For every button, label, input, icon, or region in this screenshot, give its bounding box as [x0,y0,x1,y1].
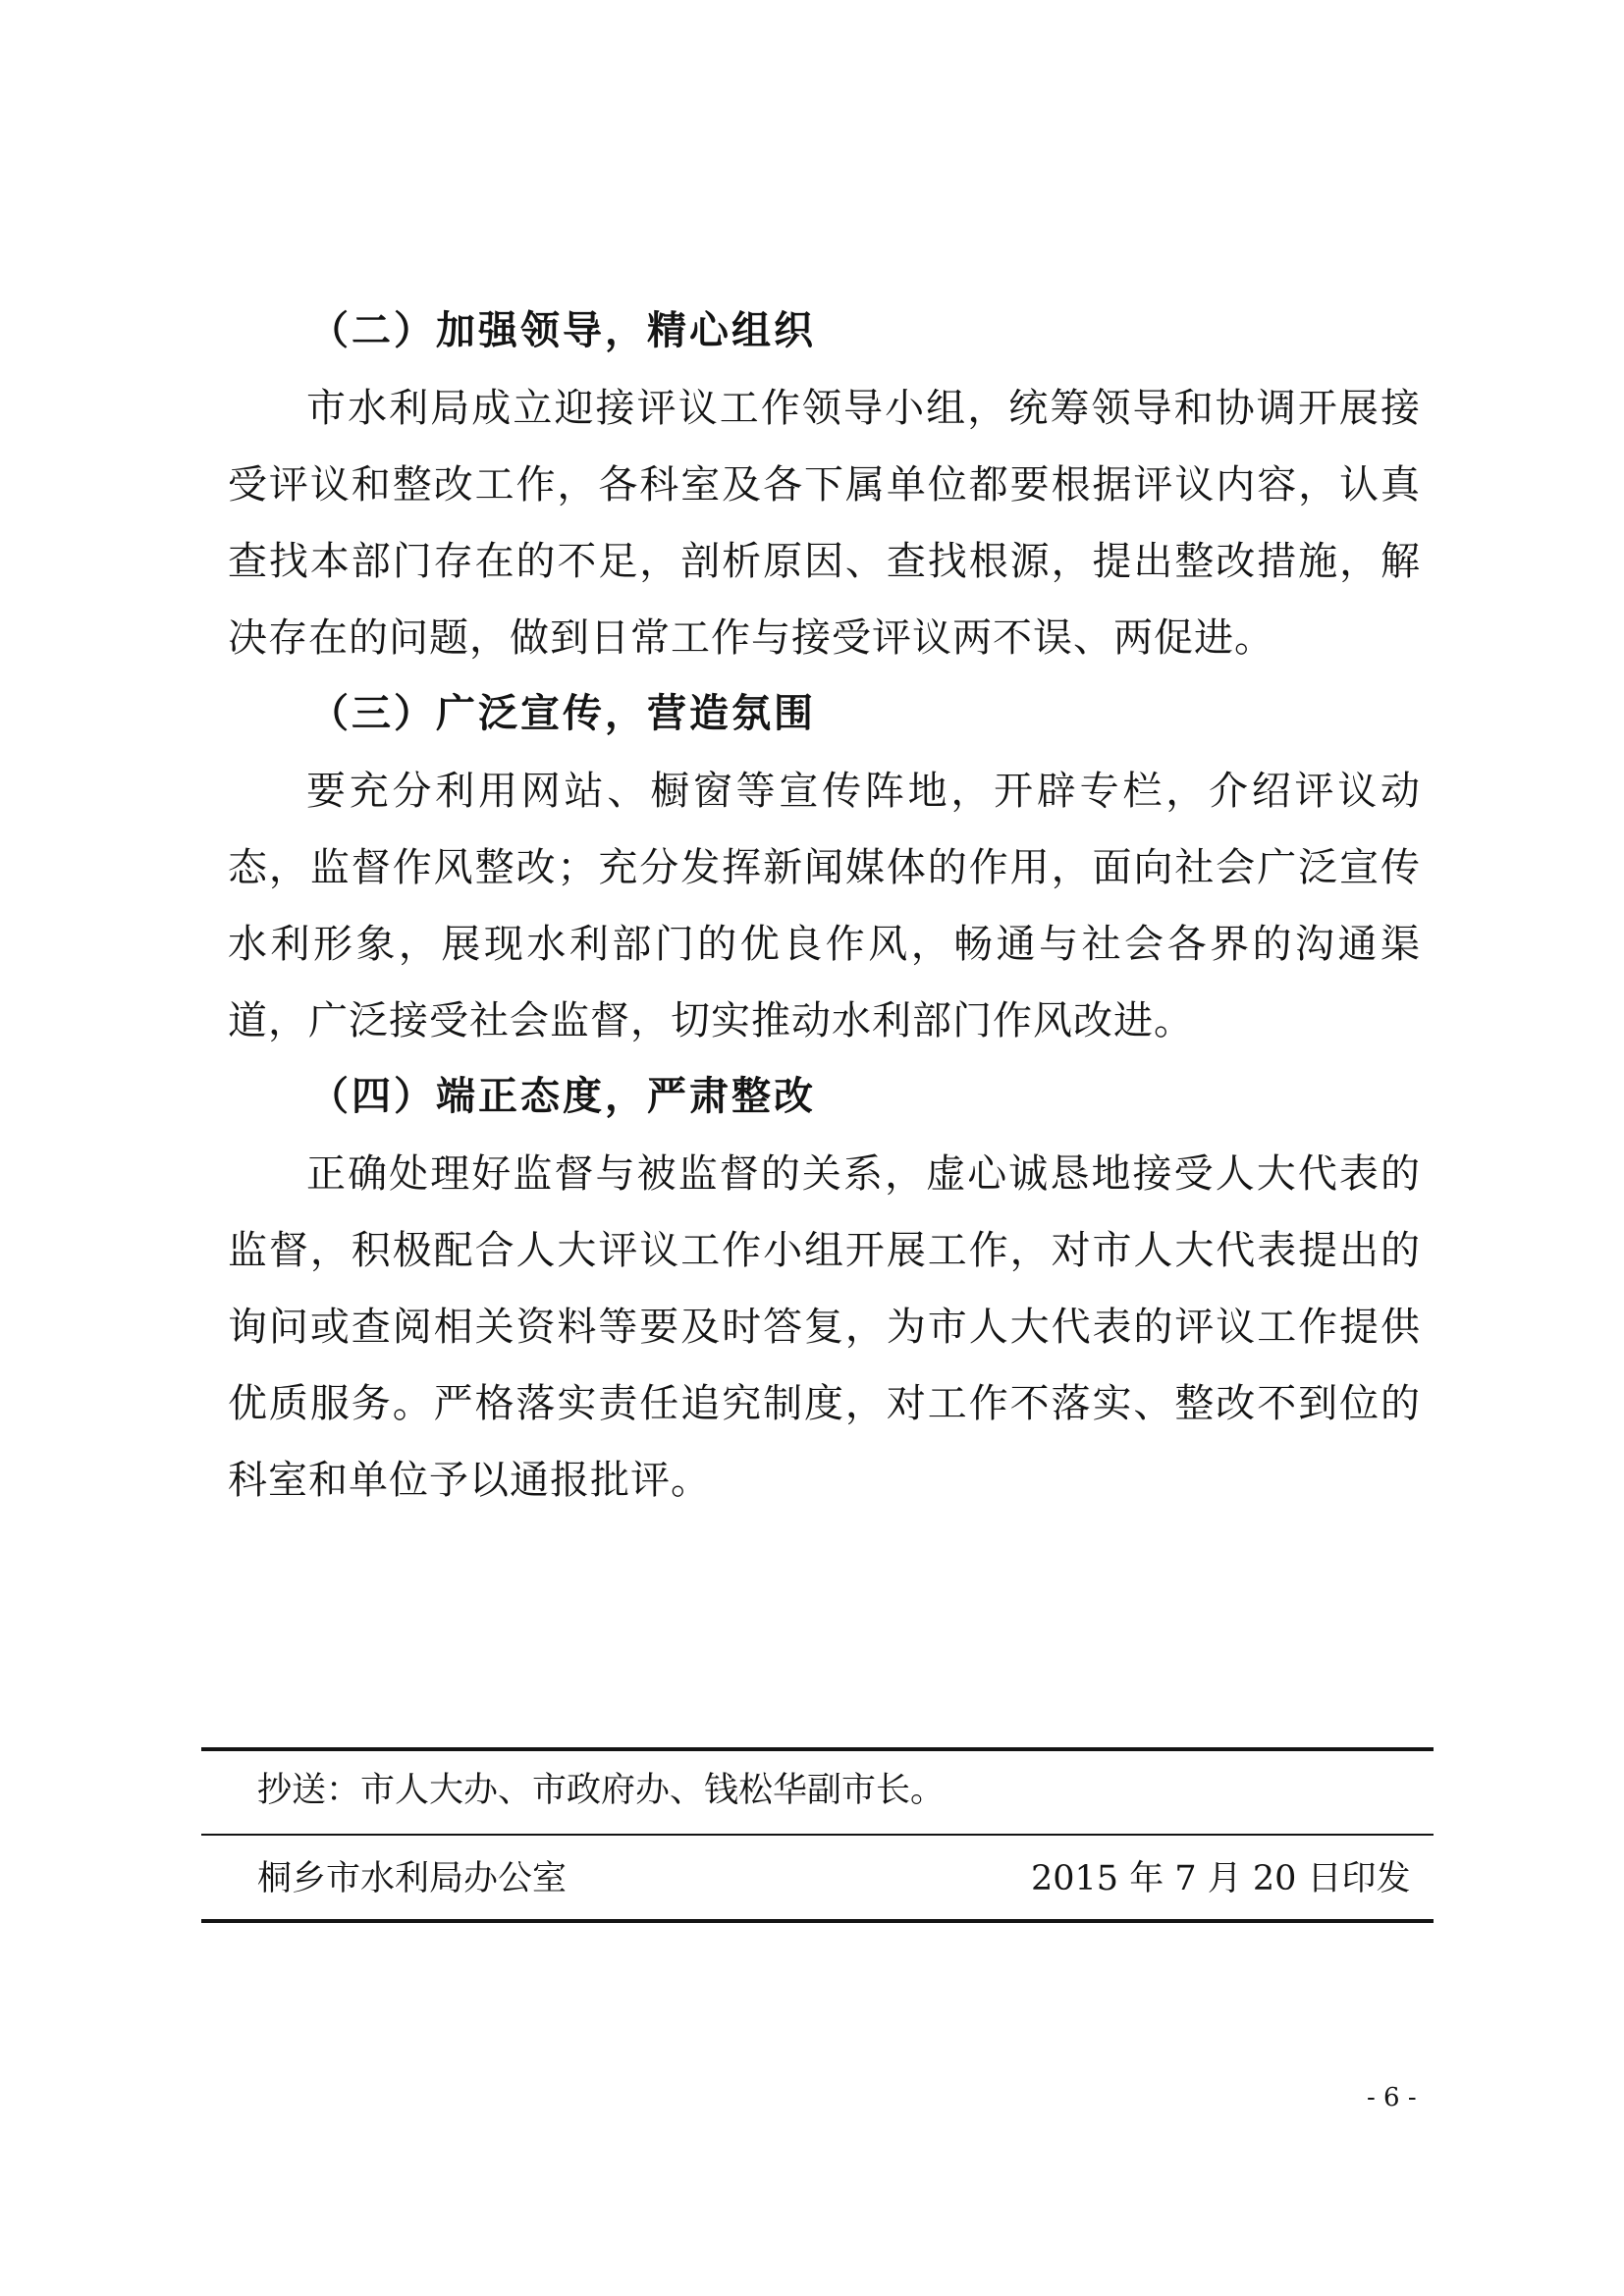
footer-bottom-rule [201,1919,1434,1923]
section-body-4: 正确处理好监督与被监督的关系，虚心诚恳地接受人大代表的监督，积极配合人大评议工作小组开展工作，对市人大代表提出的询问或查阅相关资料等要及时答复，为市人大代表的评议工作提供优质服务。严格落实责任追究制度，对工作不落实、整改不到位的科室和单位予以通报批评。 [228,1151,1421,1503]
issue-date: 2015 年 7 月 20 日印发 [1031,1859,1411,1898]
cc-line: 抄送：市人大办、市政府办、钱松华副市长。 [257,1771,946,1810]
issuing-office: 桐乡市水利局办公室 [257,1859,568,1898]
footer-middle-rule [201,1834,1434,1836]
page-number: - 6 - [1367,2083,1417,2112]
section-heading-4: （四）端正态度，严肃整改 [309,1074,816,1119]
footer-top-rule [201,1747,1434,1751]
section-body-2: 市水利局成立迎接评议工作领导小组，统筹领导和协调开展接受评议和整改工作，各科室及各下属单位都要根据评议内容，认真查找本部门存在的不足，剖析原因、查找根源，提出整改措施，解决存在的问题，做到日常工作与接受评议两不误、两促进。 [228,386,1421,661]
section-body-3: 要充分利用网站、橱窗等宣传阵地，开辟专栏，介绍评议动态，监督作风整改；充分发挥新闻媒体的作用，面向社会广泛宣传水利形象，展现水利部门的优良作风，畅通与社会各界的沟通渠道，广泛接受社会监督，切实推动水利部门作风改进。 [228,769,1421,1043]
section-heading-2: （二）加强领导，精心组织 [309,308,816,353]
section-heading-3: （三）广泛宣传，营造氛围 [309,691,816,736]
